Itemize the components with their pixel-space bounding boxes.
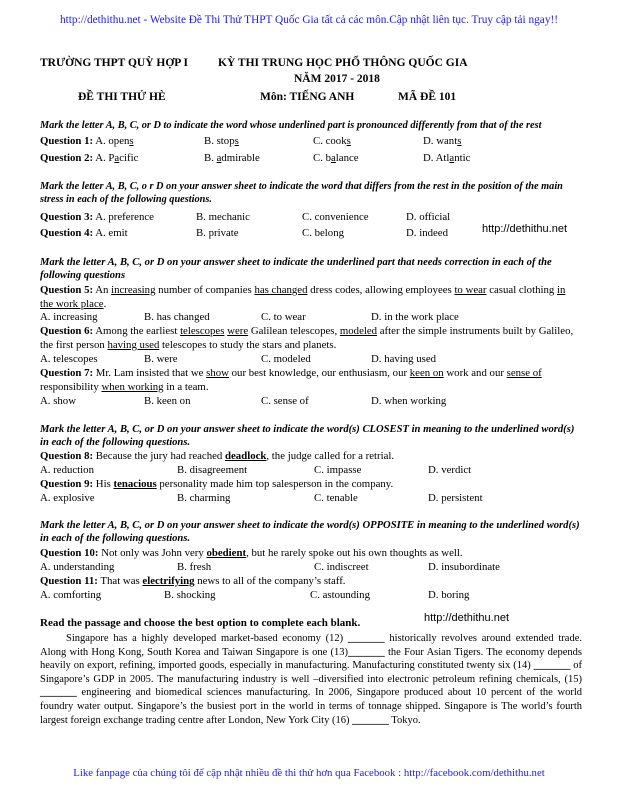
question-10: Question 10: Not only was John very obedient, but he rarely spoke out his own thoughts as well. bbox=[40, 547, 463, 559]
option-d: D. insubordinate bbox=[428, 561, 500, 573]
option-a: A. increasing bbox=[40, 311, 98, 323]
option-b: B. fresh bbox=[177, 561, 212, 573]
option-d: D. in the work place bbox=[371, 311, 459, 323]
section-3-instruction: Mark the letter A, B, C, or D on your answer sheet to indicate the underlined part that needs correction in each of the following questions bbox=[40, 257, 552, 281]
question-label: Question 10: bbox=[40, 547, 99, 559]
option-d: D. persistent bbox=[428, 492, 483, 504]
question-label: Question 8: bbox=[40, 450, 94, 462]
option-a: A. comforting bbox=[40, 589, 102, 601]
option-a: A. emit bbox=[95, 227, 128, 239]
option-a: A. understanding bbox=[40, 561, 115, 573]
school-name: TRƯỜNG THPT QUỲ HỢP I bbox=[40, 57, 189, 69]
section-4-instruction: Mark the letter A, B, C, or D on your answer sheet to indicate the word(s) CLOSEST in meaning to the underlined word(s) in each of the following questions. bbox=[40, 424, 575, 448]
option-b: B. mechanic bbox=[196, 211, 250, 223]
question-label: Question 5: bbox=[40, 284, 94, 296]
question-label: Question 6: bbox=[40, 325, 94, 337]
section-5-instruction: Mark the letter A, B, C, or D on your answer sheet to indicate the word(s) OPPOSITE in meaning to the underlined word(s) in each of the following questions. bbox=[40, 520, 580, 544]
question-label: Question 2: bbox=[40, 152, 94, 164]
option-c: C. convenience bbox=[302, 211, 369, 223]
question-7: Question 7: Mr. Lam insisted that we show our best knowledge, our enthusiasm, our keen on work and our sense of responsibility when working in a team. bbox=[40, 367, 542, 393]
option-d: D. official bbox=[406, 211, 451, 223]
exam-year: NĂM 2017 - 2018 bbox=[294, 73, 380, 85]
option-d: D. wants bbox=[423, 135, 462, 147]
test-type: ĐỀ THI THỬ HÈ bbox=[78, 91, 166, 103]
option-c: C. impasse bbox=[314, 464, 362, 476]
option-b: B. stops bbox=[204, 135, 239, 147]
option-c: C. tenable bbox=[314, 492, 358, 504]
blank-12: _______ bbox=[347, 633, 385, 644]
option-a: A. opens bbox=[95, 135, 134, 147]
option-c: C. belong bbox=[302, 227, 344, 239]
option-a: A. telescopes bbox=[40, 353, 98, 365]
option-c: C. balance bbox=[313, 152, 359, 164]
option-b: B. keen on bbox=[144, 395, 191, 407]
question-label: Question 1: bbox=[40, 135, 94, 147]
blank-16: _______ bbox=[352, 714, 389, 726]
blank-14: _______ bbox=[533, 660, 571, 672]
option-c: C. modeled bbox=[261, 353, 311, 365]
question-label: Question 11: bbox=[40, 575, 98, 587]
option-a: A. preference bbox=[95, 211, 154, 223]
question-label: Question 4: bbox=[40, 227, 94, 239]
option-c: C. indiscreet bbox=[314, 561, 369, 573]
option-b: B. disagreement bbox=[177, 464, 248, 476]
question-8: Question 8: Because the jury had reached deadlock, the judge called for a retrial. bbox=[40, 450, 395, 462]
question-label: Question 3: bbox=[40, 211, 94, 223]
option-c: C. sense of bbox=[261, 395, 309, 407]
question-9: Question 9: His tenacious personality made him top salesperson in the company. bbox=[40, 478, 394, 490]
option-a: A. Pacific bbox=[95, 152, 139, 164]
section-1-instruction: Mark the letter A, B, C, or D to indicate the word whose underlined part is pronounced differently from that of the rest bbox=[40, 120, 542, 131]
question-label: Question 7: bbox=[40, 367, 94, 379]
exam-code: MÃ ĐỀ 101 bbox=[398, 91, 457, 103]
watermark-link[interactable]: http://dethithu.net bbox=[482, 223, 568, 235]
option-b: B. shocking bbox=[164, 589, 216, 601]
option-b: B. charming bbox=[177, 492, 231, 504]
question-11: Question 11: That was electrifying news to all of the company’s staff. bbox=[40, 575, 346, 587]
reading-passage: Singapore has a highly developed market-based economy (12) _______ historically revolves around extended trade. Along with Hong Kong, South Korea and Taiwan Singapore is one (13)_______ the Four Asian Tigers. The economy depends heavily on export, refining, imported goods, especially in manufacturing. Manufacturing constituted twenty six (14) _______ of Singapore’s GDP in 2005. The manufacturing industry is well –diversified into electronic petroleum refining chemicals, (15) _______ engineering and biomedical sciences manufacturing. In 2006, Singapore produced about 10 percent of the world foundry water output. Singapore’s the busiest port in the world in terms of tonnage shipped. Singapore is The world’s fourth largest foreign exchange trading centre after London, New York City (16) _______ Tokyo. bbox=[40, 633, 582, 726]
option-d: D. Atlantic bbox=[423, 152, 471, 164]
blank-13: _______ bbox=[348, 646, 385, 658]
exam-title: KỲ THI TRUNG HỌC PHỔ THÔNG QUỐC GIA bbox=[218, 57, 468, 69]
footer-facebook-link[interactable]: Like fanpage của chúng tôi để cập nhật nhiều đề thi thử hơn qua Facebook : http://facebook.com/dethithu.net bbox=[73, 767, 545, 779]
top-banner-link[interactable]: http://dethithu.net - Website Đề Thi Thử THPT Quốc Gia tất cả các môn.Cập nhật liên tục. Truy cập tải ngay!! bbox=[60, 14, 558, 26]
option-b: B. has changed bbox=[144, 311, 210, 323]
option-c: C. astounding bbox=[310, 589, 370, 601]
section-2-instruction: Mark the letter A, B, C, o r D on your answer sheet to indicate the word that differs from the rest in the position of the main stress in each of the following questions. bbox=[40, 181, 563, 205]
watermark-link[interactable]: http://dethithu.net bbox=[424, 612, 510, 624]
option-c: C. cooks bbox=[313, 135, 351, 147]
blank-15: _______ bbox=[40, 687, 77, 699]
option-a: A. show bbox=[40, 395, 76, 407]
subject: Môn: TIẾNG ANH bbox=[260, 91, 355, 103]
option-d: D. boring bbox=[428, 589, 470, 601]
option-d: D. having used bbox=[371, 353, 437, 365]
option-b: B. admirable bbox=[204, 152, 260, 164]
question-6: Question 6: Among the earliest telescopes were Galilean telescopes, modeled after the simple instruments built by Galileo, the first person having used telescopes to study the stars and planets. bbox=[40, 325, 574, 351]
option-a: A. reduction bbox=[40, 464, 94, 476]
option-b: B. private bbox=[196, 227, 239, 239]
option-c: C. to wear bbox=[261, 311, 306, 323]
option-a: A. explosive bbox=[40, 492, 95, 504]
question-5: Question 5: An increasing number of companies has changed dress codes, allowing employees to wear casual clothing in the work place. bbox=[40, 284, 566, 310]
section-6-instruction: Read the passage and choose the best option to complete each blank. bbox=[40, 617, 361, 629]
option-d: D. when working bbox=[371, 395, 447, 407]
question-label: Question 9: bbox=[40, 478, 94, 490]
option-b: B. were bbox=[144, 353, 178, 365]
option-d: D. indeed bbox=[406, 227, 448, 239]
option-d: D. verdict bbox=[428, 464, 472, 476]
